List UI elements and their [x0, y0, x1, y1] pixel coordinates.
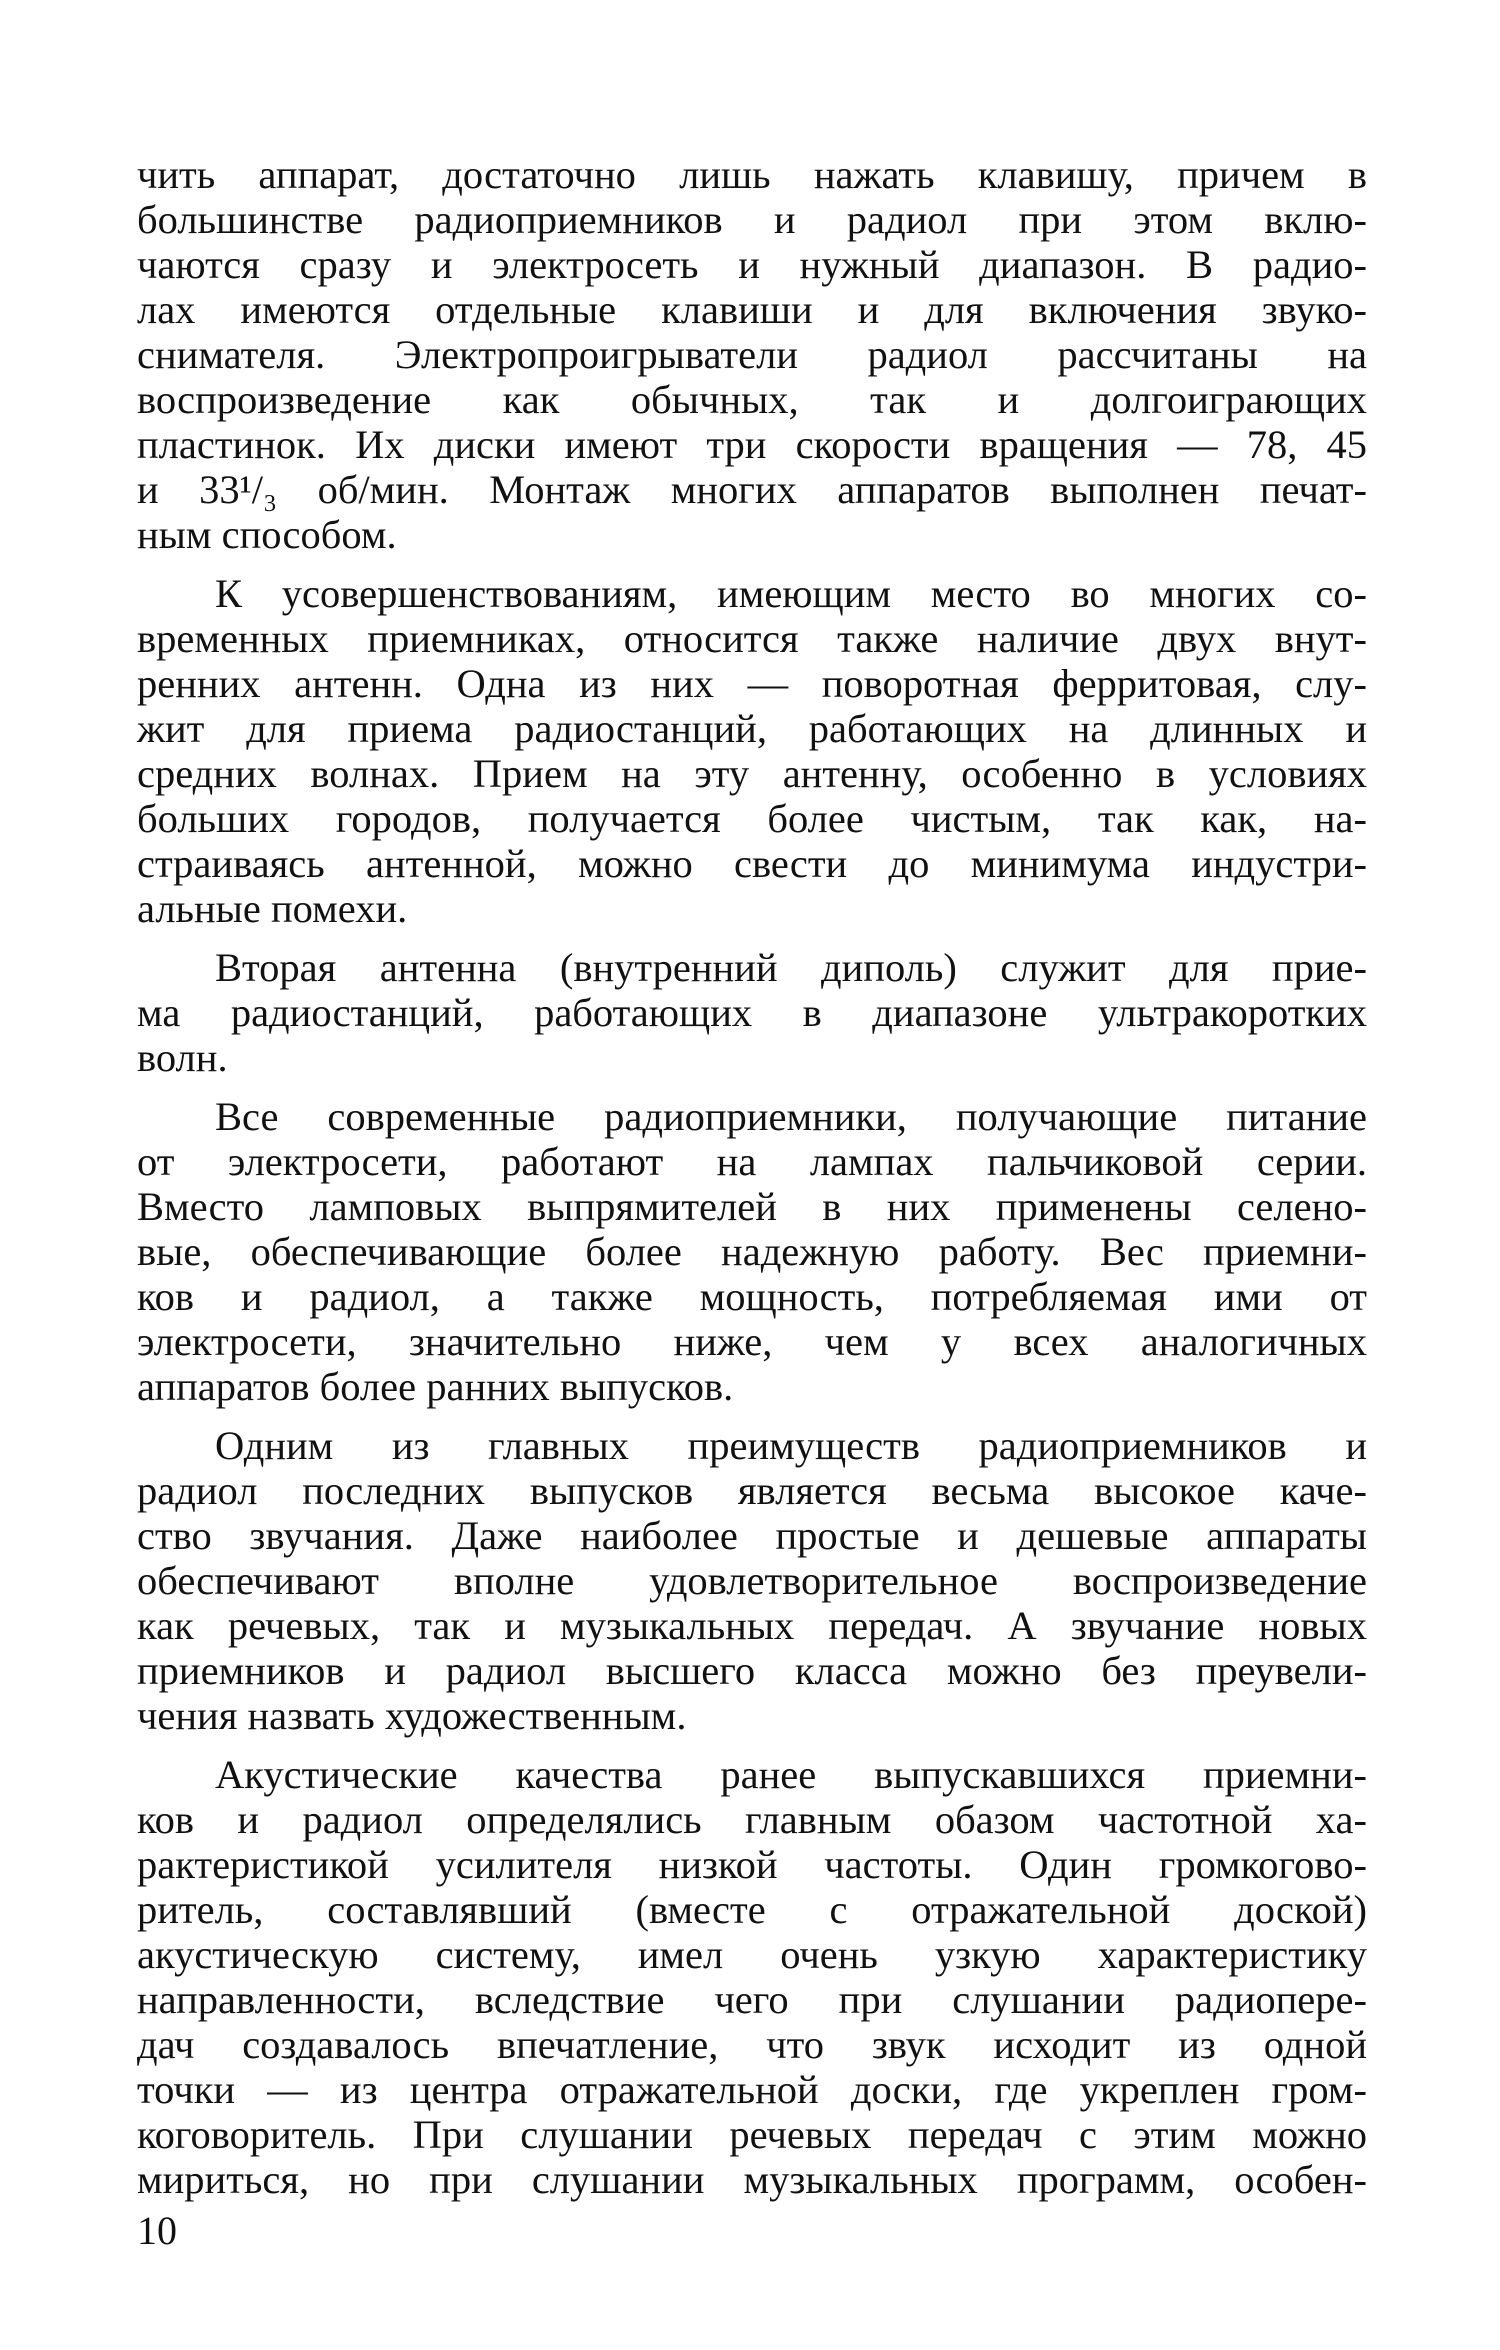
paragraph-line: дач создавалось впечатление, что звук исходит из одной: [137, 2022, 1367, 2067]
paragraph-line: рактеристикой усилителя низкой частоты. Один громкогово-: [137, 1842, 1367, 1887]
paragraph-line: пластинок. Их диски имеют три скорости вращения — 78, 45: [137, 422, 1367, 467]
paragraph-line: больших городов, получается более чистым, так как, на-: [137, 796, 1367, 841]
paragraph-5: [137, 1423, 1367, 1738]
paragraph-line: страиваясь антенной, можно свести до минимума индустри-: [137, 841, 1367, 886]
paragraph-line: ным способом.: [137, 512, 397, 557]
paragraph-line: обеспечивают вполне удовлетворительное воспроизведение: [137, 1558, 1367, 1603]
paragraph-line: акустическую систему, имел очень узкую характеристику: [137, 1932, 1367, 1977]
paragraph-line: от электросети, работают на лампах пальчиковой серии.: [137, 1139, 1367, 1184]
paragraph-line: временных приемниках, относится также наличие двух внут-: [137, 616, 1367, 661]
paragraph-line: альные помехи.: [137, 886, 408, 931]
paragraph-2: [137, 571, 1367, 931]
paragraph-1: [137, 152, 1367, 557]
paragraph-line: большинстве радиоприемников и радиол при этом вклю-: [137, 197, 1367, 242]
paragraph-3: [137, 945, 1367, 1080]
paragraph-line: коговоритель. При слушании речевых передач с этим можно: [137, 2112, 1367, 2157]
paragraph-line: ренних антенн. Одна из них — поворотная ферритовая, слу-: [137, 661, 1367, 706]
paragraph-line: аппаратов более ранних выпусков.: [137, 1364, 734, 1409]
paragraph-line: чения назвать художественным.: [137, 1693, 687, 1738]
paragraph-line: радиол последних выпусков является весьма высокое каче-: [137, 1468, 1367, 1513]
paragraph-line: как речевых, так и музыкальных передач. А звучание новых: [137, 1603, 1367, 1648]
paragraph-line: волн.: [137, 1035, 228, 1080]
paragraph-line: ство звучания. Даже наиболее простые и дешевые аппараты: [137, 1513, 1367, 1558]
paragraph-line: направленности, вследствие чего при слушании радиопере-: [137, 1977, 1367, 2022]
paragraph-line: Вторая антенна (внутренний диполь) служит для прие-: [215, 945, 1367, 990]
paragraph-line: К усовершенствованиям, имеющим место во многих со-: [215, 571, 1367, 616]
page-number: 10: [137, 2208, 177, 2253]
paragraph-line: мириться, но при слушании музыкальных программ, особен-: [137, 2157, 1367, 2202]
paragraph-6: [137, 1752, 1367, 2202]
paragraph-line: точки — из центра отражательной доски, где укреплен гром-: [137, 2067, 1367, 2112]
paragraph-line: и 33¹/₃ об/мин. Монтаж многих аппаратов выполнен печат-: [137, 467, 1367, 512]
paragraph-line: жит для приема радиостанций, работающих на длинных и: [137, 706, 1367, 751]
paragraph-line: ма радиостанций, работающих в диапазоне ультракоротких: [137, 990, 1367, 1035]
paragraph-line: чить аппарат, достаточно лишь нажать клавишу, причем в: [137, 152, 1367, 197]
page-body: [137, 152, 1367, 2202]
paragraph-line: Вместо ламповых выпрямителей в них применены селено-: [137, 1184, 1367, 1229]
paragraph-line: средних волнах. Прием на эту антенну, особенно в условиях: [137, 751, 1367, 796]
paragraph-line: ков и радиол, а также мощность, потребляемая ими от: [137, 1274, 1367, 1319]
paragraph-line: воспроизведение как обычных, так и долгоиграющих: [137, 377, 1367, 422]
paragraph-line: электросети, значительно ниже, чем у всех аналогичных: [137, 1319, 1367, 1364]
paragraph-4: [137, 1094, 1367, 1409]
paragraph-line: ритель, составлявший (вместе с отражательной доской): [137, 1887, 1367, 1932]
paragraph-line: чаются сразу и электросеть и нужный диапазон. В радио-: [137, 242, 1367, 287]
paragraph-line: приемников и радиол высшего класса можно без преувели-: [137, 1648, 1367, 1693]
paragraph-line: Одним из главных преимуществ радиоприемников и: [215, 1423, 1367, 1468]
paragraph-line: Акустические качества ранее выпускавшихся приемни-: [215, 1752, 1367, 1797]
paragraph-line: лах имеются отдельные клавиши и для включения звуко-: [137, 287, 1367, 332]
paragraph-line: ков и радиол определялись главным обазом частотной ха-: [137, 1797, 1367, 1842]
paragraph-line: вые, обеспечивающие более надежную работу. Вес приемни-: [137, 1229, 1367, 1274]
paragraph-line: снимателя. Электропроигрыватели радиол рассчитаны на: [137, 332, 1367, 377]
paragraph-line: Все современные радиоприемники, получающие питание: [215, 1094, 1367, 1139]
